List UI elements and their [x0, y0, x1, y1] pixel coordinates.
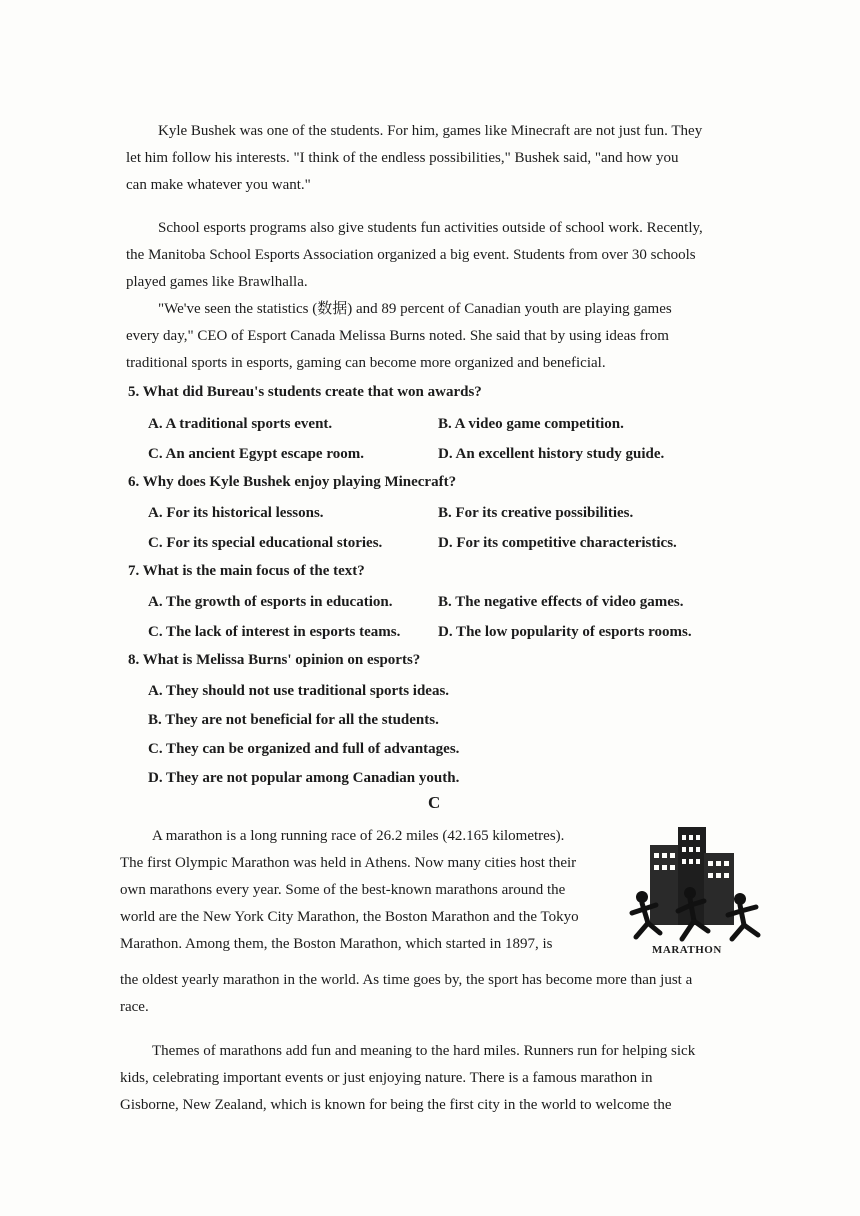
question-6-option-d[interactable]: D. For its competitive characteristics.: [438, 535, 677, 551]
question-8-stem: 8. What is Melissa Burns' opinion on esports?: [128, 652, 421, 668]
question-8-option-c[interactable]: C. They can be organized and full of advantages.: [148, 741, 460, 757]
question-5-option-b[interactable]: B. A video game competition.: [438, 416, 624, 432]
question-5-option-d[interactable]: D. An excellent history study guide.: [438, 446, 665, 462]
question-7-option-b[interactable]: B. The negative effects of video games.: [438, 594, 684, 610]
question-5-option-a[interactable]: A. A traditional sports event.: [148, 416, 333, 432]
paragraph-kyle-bushek: Kyle Bushek was one of the students. For him, games like Minecraft are not just fun. They let him follow his interests. "I think of the endless possibilities," Bushek said, "and how you can make whatever you want.": [126, 123, 703, 193]
question-7-option-a[interactable]: A. The growth of esports in education.: [148, 594, 393, 610]
question-7-stem: 7. What is the main focus of the text?: [128, 563, 365, 579]
paragraph-marathon-themes: Themes of marathons add fun and meaning to the hard miles. Runners run for helping sick kids, celebrating important events or just enjoying nature. There is a famous marathon in Gisborne, New Zealand, which is known for being the first city in the world to welcome the: [120, 1043, 696, 1113]
question-6-option-b[interactable]: B. For its creative possibilities.: [438, 505, 634, 521]
paragraph-marathon-intro-continued: the oldest yearly marathon in the world. As time goes by, the sport has become more than just a race.: [120, 972, 693, 1015]
question-6-option-a[interactable]: A. For its historical lessons.: [148, 505, 324, 521]
question-6-option-c[interactable]: C. For its special educational stories.: [148, 535, 383, 551]
question-6-stem: 6. Why does Kyle Bushek enjoy playing Minecraft?: [128, 474, 457, 490]
marathon-illustration: [628, 825, 768, 960]
figure-caption: MARATHON: [652, 944, 722, 956]
question-5-option-c[interactable]: C. An ancient Egypt escape room.: [148, 446, 364, 462]
paragraph-marathon-intro: A marathon is a long running race of 26.2 miles (42.165 kilometres). The first Olympic Marathon was held in Athens. Now many cities host their own marathons every year. Some of the best-known marathons around the world are the New York City Marathon, the Boston Marathon and the Tokyo Marathon. Among them, the Boston Marathon, which started in 1897, is: [120, 828, 579, 952]
question-7-option-d[interactable]: D. The low popularity of esports rooms.: [438, 624, 692, 640]
question-5-stem: 5. What did Bureau's students create that won awards?: [128, 384, 482, 400]
question-7-option-c[interactable]: C. The lack of interest in esports teams.: [148, 624, 401, 640]
paragraph-school-esports: School esports programs also give students fun activities outside of school work. Recently, the Manitoba School Esports Association organized a big event. Students from over 30 schools played games like Brawlhalla.: [126, 220, 703, 290]
paragraph-melissa-burns: "We've seen the statistics (数据) and 89 percent of Canadian youth are playing games every day," CEO of Esport Canada Melissa Burns noted. She said that by using ideas from traditional sports in esports, gaming can become more organized and beneficial.: [126, 301, 672, 371]
question-8-option-a[interactable]: A. They should not use traditional sports ideas.: [148, 683, 450, 699]
question-8-option-d[interactable]: D. They are not popular among Canadian youth.: [148, 770, 460, 786]
question-8-option-b[interactable]: B. They are not beneficial for all the students.: [148, 712, 439, 728]
section-heading: C: [428, 793, 441, 812]
